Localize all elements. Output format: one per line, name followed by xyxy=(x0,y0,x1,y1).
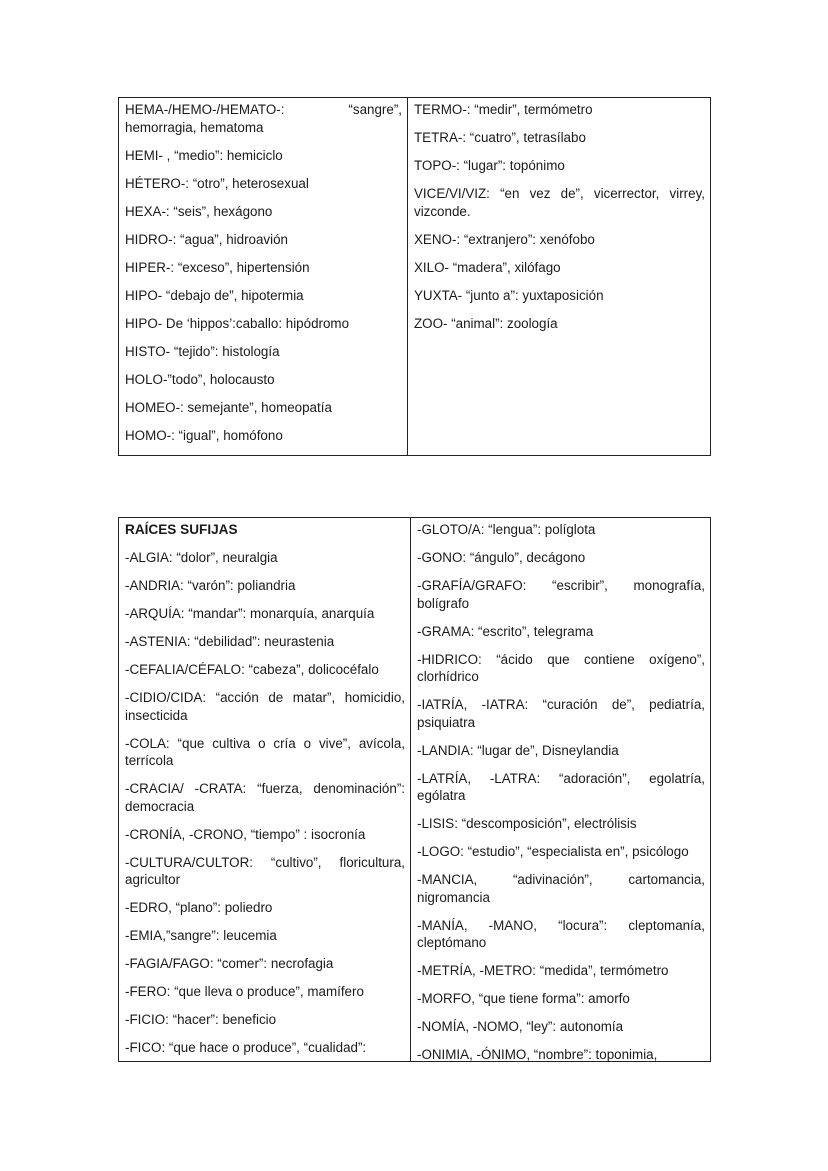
prefix-entry: TERMO-: “medir”, termómetro xyxy=(414,102,593,117)
prefix-entry: HISTO- “tejido”: histología xyxy=(125,343,280,359)
suffix-entry: -LATRÍA, -LATRA: “adoración”, egolatría, ególatra xyxy=(417,770,705,803)
suffix-entry: -METRÍA, -METRO: “medida”, termómetro xyxy=(417,963,669,978)
suffix-entry: -CEFALIA/CÉFALO: “cabeza”, dolicocéfalo xyxy=(125,662,379,677)
suffix-entry: -ONIMIA, -ÓNIMO, “nombre”: toponimia, xyxy=(417,1047,658,1061)
suffix-entry: -MANÍA, -MANO, “locura”: cleptomanía, cleptómano xyxy=(417,917,705,950)
suffix-entry: -FERO: “que lleva o produce”, mamífero xyxy=(125,984,364,999)
prefix-entry: HEXA-: “seis”, hexágono xyxy=(125,203,273,219)
suffix-table-heading: RAÍCES SUFIJAS xyxy=(125,522,238,537)
prefix-entry: HOMO-: “igual”, homófono xyxy=(125,427,283,443)
suffix-entry: -ANDRIA: “varón”: poliandria xyxy=(125,578,296,593)
prefix-entry: XENO-: “extranjero”: xenófobo xyxy=(414,231,595,247)
suffix-entry: -MORFO, “que tiene forma”: amorfo xyxy=(417,991,630,1006)
suffix-entry: -FICO: “que hace o produce”, “cualidad”: xyxy=(125,1040,367,1055)
suffix-entry: -FICIO: “hacer”: beneficio xyxy=(125,1012,277,1027)
suffix-entry: -ALGIA: “dolor”, neuralgia xyxy=(125,550,278,565)
prefix-entry: HIPER-: “exceso”, hipertensión xyxy=(125,259,310,275)
prefix-entry: TETRA-: “cuatro”, tetrasílabo xyxy=(414,130,586,145)
prefix-entry: YUXTA- “junto a”: yuxtaposición xyxy=(414,287,604,303)
suffix-entry: -GONO: “ángulo”, decágono xyxy=(417,550,586,565)
suffix-entry: -GLOTO/A: “lengua”: políglota xyxy=(417,522,596,537)
prefix-table-left-column xyxy=(119,98,408,455)
suffix-entry: -LISIS: “descomposición”, electrólisis xyxy=(417,816,637,831)
prefix-entry: HIPO- “debajo de”, hipotermia xyxy=(125,287,304,303)
suffix-entry: -ARQUÍA: “mandar”: monarquía, anarquía xyxy=(125,606,375,621)
suffix-entry: -GRAFÍA/GRAFO: “escribir”, monografía, bolígrafo xyxy=(417,578,705,611)
prefix-entry: ZOO- “animal”: zoología xyxy=(414,315,558,331)
prefix-entry: HEMI- , “medio”: hemiciclo xyxy=(125,147,283,163)
suffix-entry: -FAGIA/FAGO: “comer”: necrofagia xyxy=(125,956,334,971)
suffix-roots-table xyxy=(118,517,711,1062)
prefix-entry: HOMEO-: semejante”, homeopatía xyxy=(125,399,332,415)
prefix-entry: VICE/VI/VIZ: “en vez de”, vicerrector, virrey, vizconde. xyxy=(414,186,705,219)
suffix-table-right-column xyxy=(411,518,710,1061)
suffix-entry: -CULTURA/CULTOR: “cultivo”, floricultura, agricultor xyxy=(125,854,405,887)
prefix-entry: HIPO- De ‘hippos’:caballo: hipódromo xyxy=(125,315,350,331)
prefix-entry: HEMA-/HEMO-/HEMATO-: “sangre”, hemorragia, hematoma xyxy=(125,102,402,135)
suffix-entry: -COLA: “que cultiva o cría o vive”, avícola, terrícola xyxy=(125,735,405,768)
suffix-entry: -EMIA,”sangre”: leucemia xyxy=(125,928,277,943)
suffix-entry: -ASTENIA: “debilidad”: neurastenia xyxy=(125,634,335,649)
suffix-entry: -IATRÍA, -IATRA: “curación de”, pediatría, psiquiatra xyxy=(417,697,705,730)
suffix-entry: -CIDIO/CIDA: “acción de matar”, homicidio, insecticida xyxy=(125,690,405,723)
suffix-entry: -EDRO, “plano”: poliedro xyxy=(125,900,273,915)
suffix-entry: -HIDRICO: “ácido que contiene oxígeno”, clorhídrico xyxy=(417,651,705,684)
suffix-entry: -MANCIA, “adivinación”, cartomancia, nigromancia xyxy=(417,872,705,905)
suffix-entry: -LOGO: “estudio”, “especialista en”, psicólogo xyxy=(417,844,689,859)
suffix-entry: -GRAMA: “escrito”, telegrama xyxy=(417,623,594,639)
prefix-entry: TOPO-: “lugar”: topónimo xyxy=(414,158,565,173)
suffix-table-left-column xyxy=(119,518,411,1061)
suffix-entry: -CRONÍA, -CRONO, “tiempo” : isocronía xyxy=(125,826,366,842)
suffix-entry: -LANDIA: “lugar de”, Disneylandia xyxy=(417,742,619,758)
prefix-entry: HÉTERO-: “otro”, heterosexual xyxy=(125,175,309,191)
suffix-entry: -CRACIA/ -CRATA: “fuerza, denominación”: democracia xyxy=(125,781,405,814)
prefix-entry: XILO- “madera”, xilófago xyxy=(414,259,561,275)
suffix-entry: -NOMÍA, -NOMO, “ley”: autonomía xyxy=(417,1019,624,1034)
prefix-table-right-column xyxy=(408,98,710,455)
prefix-roots-table xyxy=(118,97,711,456)
prefix-entry: HOLO-”todo”, holocausto xyxy=(125,371,275,387)
prefix-entry: HIDRO-: “agua”, hidroavión xyxy=(125,231,288,247)
